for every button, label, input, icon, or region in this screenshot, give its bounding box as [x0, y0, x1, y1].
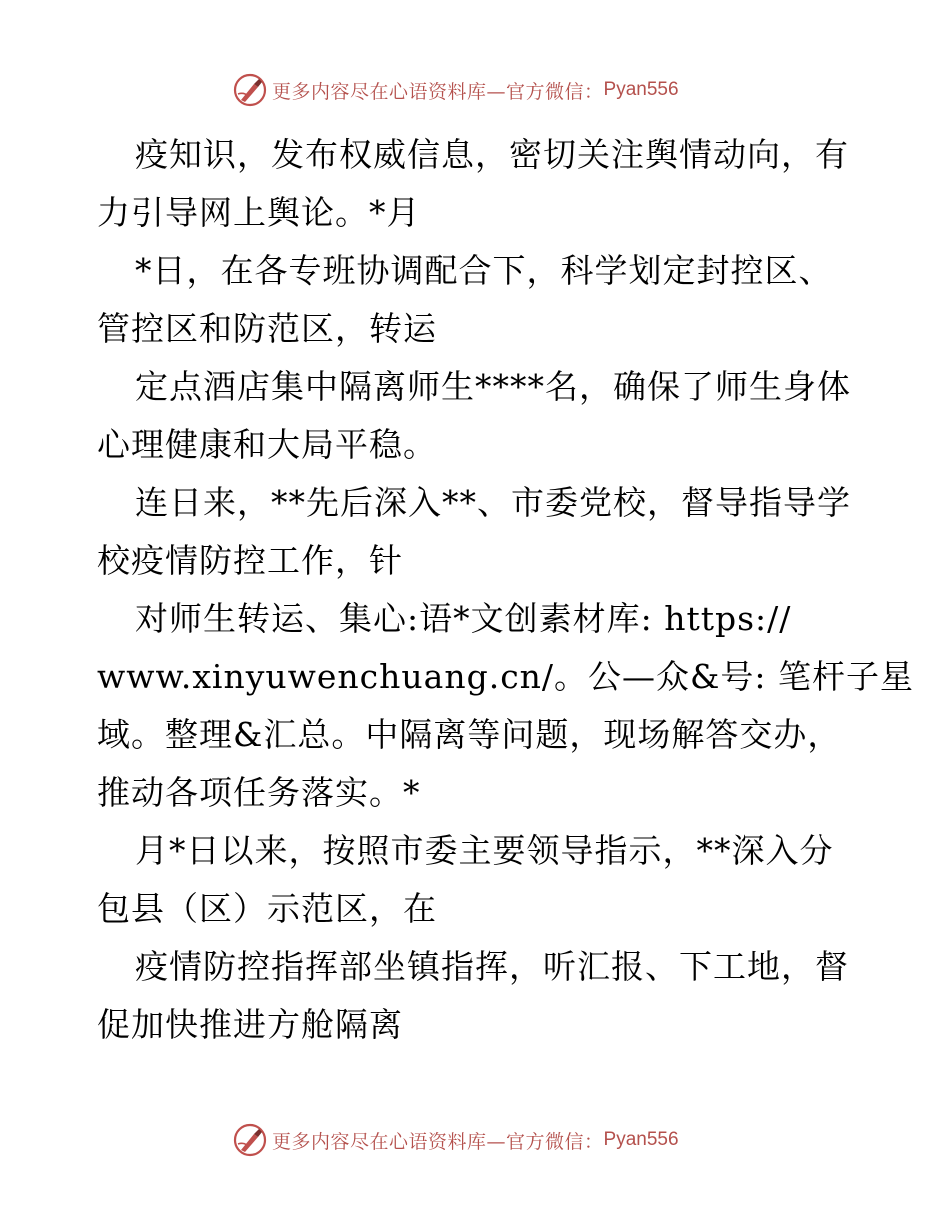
footer-banner-text: 更多内容尽在心语资料库—官方微信：: [272, 1130, 604, 1153]
body-line: 力引导网上舆论。*月: [97, 193, 421, 232]
body-text: [97, 126, 915, 1054]
body-line: 对师生转运、集心:语*文创素材库: https://: [135, 599, 792, 638]
body-line: 心理健康和大局平稳。: [97, 425, 437, 464]
body-line: www.xinyuwenchuang.cn/。公—众&号: 笔杆子星: [97, 657, 915, 696]
body-line: 包县（区）示范区，在: [97, 889, 437, 928]
body-line: 校疫情防控工作，针: [97, 541, 403, 580]
header-banner[interactable]: [232, 70, 679, 110]
header-banner-text: 更多内容尽在心语资料库—官方微信：: [272, 80, 604, 103]
body-line: 推动各项任务落实。*: [97, 773, 421, 812]
body-line: *日，在各专班协调配合下，科学划定封控区、: [135, 251, 833, 290]
body-line: 疫情防控指挥部坐镇指挥，听汇报、下工地，督: [135, 947, 849, 986]
body-line: 连日来，**先后深入**、市委党校，督导指导学: [135, 483, 851, 522]
pen-logo-icon: [232, 1122, 268, 1158]
body-line: 促加快推进方舱隔离: [97, 1005, 403, 1044]
pen-logo-icon: [232, 72, 268, 108]
body-line: 域。整理&汇总。中隔离等问题，现场解答交办，: [97, 715, 842, 754]
header-banner-id: Pyan556: [603, 79, 679, 100]
body-line: 管控区和防范区，转运: [97, 309, 437, 348]
footer-banner[interactable]: [232, 1120, 679, 1160]
body-line: 定点酒店集中隔离师生****名，确保了师生身体: [135, 367, 851, 406]
body-line: 月*日以来，按照市委主要领导指示，**深入分: [135, 831, 834, 870]
footer-banner-id: Pyan556: [603, 1129, 679, 1150]
body-line: 疫知识，发布权威信息，密切关注舆情动向，有: [135, 135, 849, 174]
